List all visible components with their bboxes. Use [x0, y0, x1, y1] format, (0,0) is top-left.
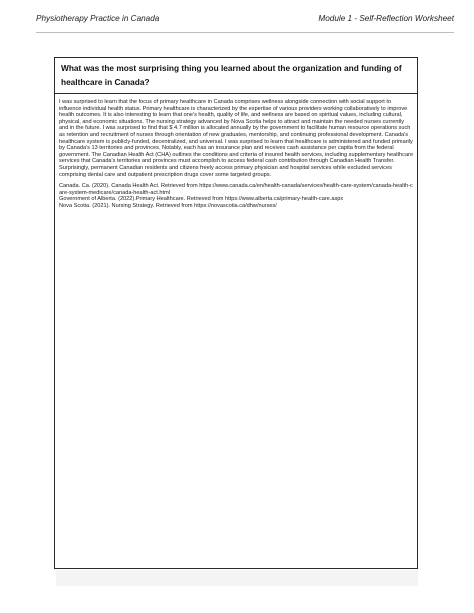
worksheet-card: [54, 57, 418, 569]
reference-item: Canada. Ca. (2020). Canada Health Act. Retrieved from https://www.canada.ca/en/health-canada/services/health-care-system/canada-health-care-system-medicare/canada-health-act.html: [59, 183, 413, 196]
question-text: What was the most surprising thing you learned about the organization and funding of healthcare in Canada?: [61, 63, 402, 87]
question-box: [55, 58, 417, 94]
page-header: [36, 12, 454, 33]
faded-footer-band: [56, 570, 418, 586]
answer-text: I was surprised to learn that the focus of primary healthcare in Canada comprises wellness alongside connection with social support to influence individual health status. Primary healthcare is characterized by the expertise of various providers working collaboratively to improve health outcomes. It is also interesting to learn that one's health, quality of life, and wellness are based on spiritual values, including cultural, physical, and economic situations. The nursing strategy advanced by Nova Scotia helps to attract and maintain the needed nurses currently and in the future. I was surprised to find that $ 4.7 million is allocated annually by the government to facilitate human resource operations such as retention and recruitment of nurses through orientation of new graduates, mentorship, and continuing professional development. Canada's healthcare system is publicly-funded, decentralized, and universal. I was surprised to learn that healthcare is administered and funded primarily by Canada's 13 territories and provinces. Notably, each has an insurance plan and receives cash assistance per capita from the federal government. The Canadian Health Act (CHA) outlines the conditions and criteria of insured health services, including supplementary healthcare services that Canada's territories and provinces must accomplish to access federal cash contribution through Canadian Health Transfer. Surprisingly, permanent Canadian residents and citizens freely access primary physician and hospital services while excluded services comprising dental care and outpatient prescription drugs cover some targeted groups.: [59, 99, 414, 178]
course-title: Physiotherapy Practice in Canada: [36, 14, 160, 23]
reference-item: Government of Alberta. (2022).Primary Healthcare. Retrieved from https://www.alberta.ca/primary-health-care.aspx: [59, 196, 344, 203]
reference-list: [59, 183, 414, 209]
answer-area: [59, 99, 414, 210]
worksheet-title: Module 1 - Self-Reflection Worksheet: [318, 14, 454, 23]
reference-item: Nova Scotia. (2021). Nursing Strategy. Retrieved from https://novascotia.ca/dhw/nurses/: [59, 202, 277, 209]
